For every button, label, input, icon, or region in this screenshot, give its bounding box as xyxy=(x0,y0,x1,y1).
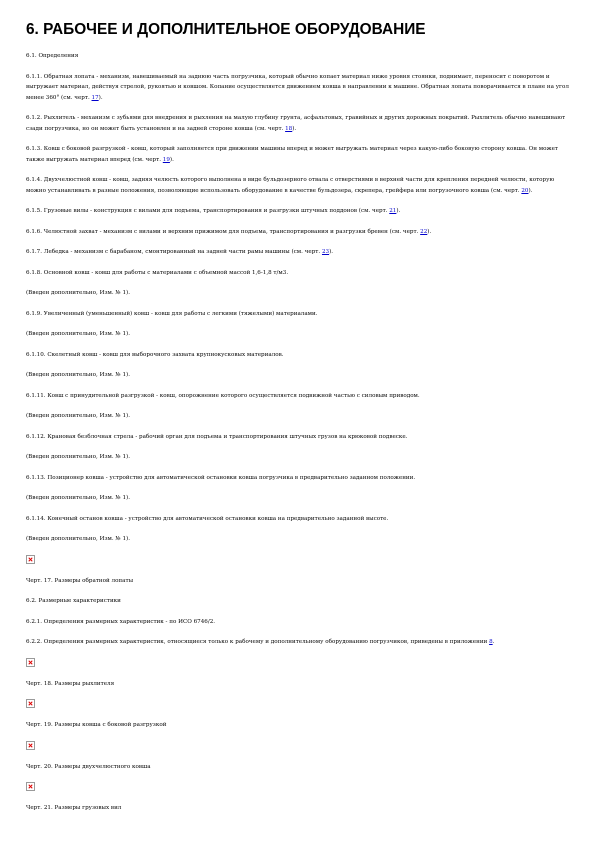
definitions-block xyxy=(26,51,569,545)
figure-link-19[interactable]: 19 xyxy=(162,156,170,163)
paragraph: 6.1.6. Челюстной захват - механизм с вилами и верхним прижимом для подъема, транспортирования и разгрузки бревен (см. черт. 22). xyxy=(26,228,432,235)
paragraph: 6.1.2. Рыхлитель - механизм с зубьями для внедрения и рыхления на малую глубину грунта, асфальтовых, гравийных и других дорожных покрытий. Рыхлитель обычно навешивают сзади погрузчика, но он может быть установлен и на задней стороне ковша (см. черт. 18). xyxy=(26,115,566,132)
amendment-note: (Введен дополнительно, Изм. № 1). xyxy=(26,454,131,460)
broken-image-icon xyxy=(26,555,35,564)
paragraph: 6.1.9. Увеличенный (уменьшенный) ковш - ковш для работы с легкими (тяжелыми) материалами. xyxy=(26,310,318,317)
paragraph: 6.1.5. Грузовые вилы - конструкция с вилами для подъема, транспортирования и разгрузки штучных поддонов (см. черт. 21). xyxy=(26,208,401,214)
amendment-note: (Введен дополнительно, Изм. № 1). xyxy=(26,536,131,542)
paragraph: 6.1. Определения xyxy=(26,53,79,59)
amendment-note: (Введен дополнительно, Изм. № 1). xyxy=(26,331,131,337)
figure-caption: Черт. 20. Размеры двухчелюстного ковша xyxy=(26,763,151,770)
figure-caption: Черт. 21. Размеры грузовых вил xyxy=(26,805,122,811)
paragraph: 6.1.13. Позиционер ковша - устройство для автоматической остановки ковша погрузчика в предварительно заданном положении. xyxy=(26,474,416,481)
paragraph: 6.1.7. Лебедка - механизм с барабаном, смонтированный на задней части рамы машины (см. черт. 23). xyxy=(26,249,334,255)
paragraph: 6.1.3. Ковш с боковой разгрузкой - ковш, который заполняется при движении машины вперед и может выгружать материал через какую-либо боковую сторону ковша. Он может также выгружать материал вперед (см. черт. 19). xyxy=(26,146,559,163)
broken-image-icon xyxy=(26,699,35,708)
paragraph: 6.1.14. Конечный останов ковша - устройство для автоматической остановки ковша на предварительно заданной высоте. xyxy=(26,515,389,522)
broken-image-icon xyxy=(26,741,35,750)
figure-link-17[interactable]: 17 xyxy=(91,94,99,101)
paragraph: 6.2.1. Определения размерных характеристик - по ИСО 6746/2. xyxy=(26,618,216,625)
figure-link-22[interactable]: 22 xyxy=(420,228,428,235)
broken-image-icon xyxy=(26,658,35,667)
figure-caption: Черт. 18. Размеры рыхлителя xyxy=(26,680,115,687)
amendment-note: (Введен дополнительно, Изм. № 1). xyxy=(26,290,131,296)
appendix-link[interactable]: 8 xyxy=(489,639,493,645)
broken-image-icon xyxy=(26,782,35,791)
figure-caption: Черт. 17. Размеры обратной лопаты xyxy=(26,577,134,584)
figure-link-23[interactable]: 23 xyxy=(321,249,330,255)
amendment-note: (Введен дополнительно, Изм. № 1). xyxy=(26,413,131,419)
amendment-note: (Введен дополнительно, Изм. № 1). xyxy=(26,372,131,378)
paragraph: 6.1.12. Крановая безблочная стрела - рабочий орган для подъема и транспортирования штучных грузов на крюковой подвеске. xyxy=(26,433,408,440)
paragraph: 6.1.1. Обратная лопата - механизм, навешиваемый на заднюю часть погрузчика, который обычно копает материал ниже уровня стоянки, поднимает, переносит с поворотом и выгружает материал, действуя стрелой, рукоятью и ковшом. Копание осуществляется движением ковша в направлении к машине. Обратная лопата поворачивается в плане на угол менее 360° (см. черт. 17). xyxy=(26,73,569,101)
figure-caption: Черт. 19. Размеры ковша с боковой разгрузкой xyxy=(26,722,167,728)
figure-link-21[interactable]: 21 xyxy=(389,208,397,214)
section-heading: 6. РАБОЧЕЕ И ДОПОЛНИТЕЛЬНОЕ ОБОРУДОВАНИЕ xyxy=(26,21,426,38)
amendment-note: (Введен дополнительно, Изм. № 1). xyxy=(26,495,131,501)
paragraph: 6.2.2. Определения размерных характеристик, относящиеся только к рабочему и дополнительному оборудованию погрузчиков, приведены в приложении 8. xyxy=(26,639,495,645)
dimensions-block xyxy=(26,596,569,648)
paragraph: 6.1.11. Ковш с принудительной разгрузкой - ковш, опорожнение которого осуществляется подвижной частью с силовым приводом. xyxy=(26,392,420,399)
figure-link-18[interactable]: 18 xyxy=(285,125,293,132)
paragraph: 6.2. Размерные характеристики xyxy=(26,598,121,604)
paragraph: 6.1.10. Скелетный ковш - ковш для выборочного захвата крупнокусковых материалов. xyxy=(26,351,284,358)
figure-link-20[interactable]: 20 xyxy=(521,187,529,194)
paragraph: 6.1.8. Основной ковш - ковш для работы с материалами с объемной массой 1,6-1,8 т/м3. xyxy=(26,269,289,276)
paragraph: 6.1.4. Двухчелюстной ковш - ковш, задняя челюсть которого выполнена в виде бульдозерного отвала с отверстиями в верхней части для крепления передней челюсти, которую можно устанавливать в разные положения, позволяющие использовать оборудование в качестве бульдозера, скрепера, грейфера или погрузочного ковша (см. черт. 20). xyxy=(26,177,555,194)
